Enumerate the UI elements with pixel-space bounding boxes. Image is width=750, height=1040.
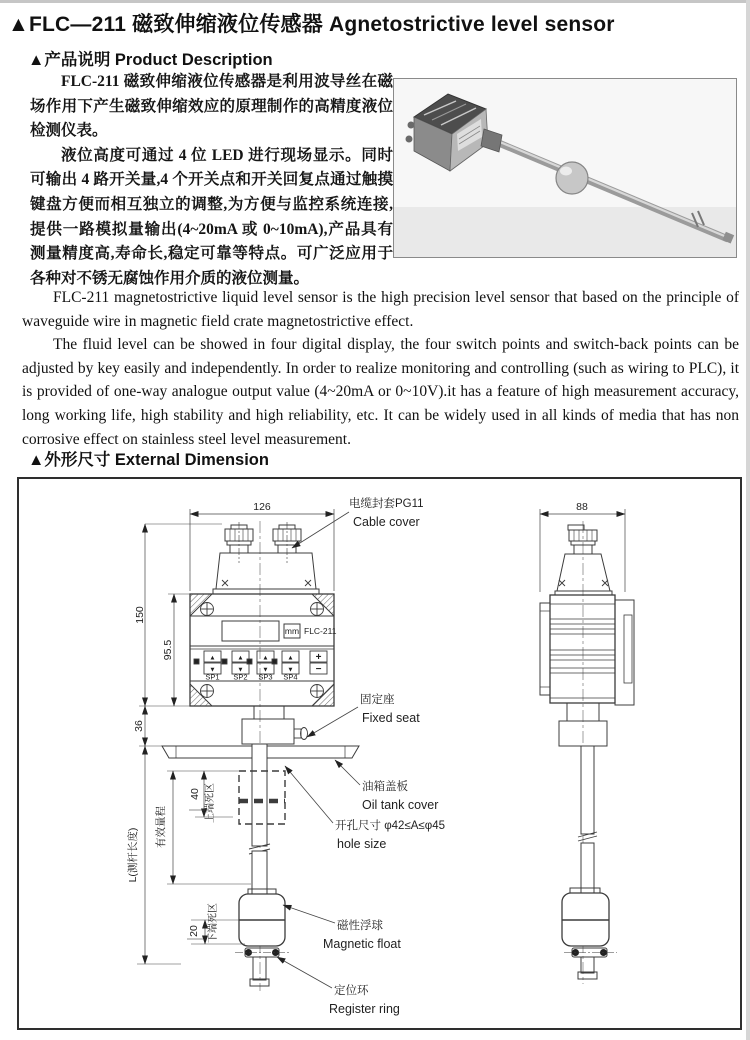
front-top-cover bbox=[216, 553, 316, 589]
plus-icon: + bbox=[315, 652, 322, 663]
corner-screw-icon bbox=[201, 603, 324, 698]
sp3-led-icon bbox=[247, 659, 252, 664]
front-view bbox=[162, 521, 359, 991]
up-arrow-icon: ▲ bbox=[209, 654, 216, 662]
up-arrow-icon: ▲ bbox=[237, 654, 244, 662]
dimension-drawing bbox=[19, 479, 740, 1028]
dim-36: 36 bbox=[133, 720, 145, 732]
label-upper-dead-zone: 上端死区 bbox=[205, 783, 216, 823]
dim-150: 150 bbox=[134, 606, 146, 624]
unit-label: mm bbox=[284, 626, 300, 636]
callout-float-en: Magnetic float bbox=[323, 937, 401, 951]
dim-40: 40 bbox=[189, 788, 201, 800]
sp1-label: SP1 bbox=[205, 672, 220, 682]
callout-cable-cn: 电缆封套PG11 bbox=[349, 498, 424, 510]
up-arrow-icon: ▲ bbox=[287, 654, 294, 662]
en-paragraph-2: The fluid level can be showed in four digital display, the four switch points and switch-back points can be adjusted by key easily and independently. In order to realize monitoring and controlling (such as wiring to PLC), it is provided of one-way analogue output value (4~20mA or 0~10V).it has a feature of high measurement accuracy, long working life, high stability and high reliability, etc. It can be widely used in all kinds of media that has non corrosive effect on stainless steel level measurement. bbox=[22, 336, 739, 448]
callout-seat-cn: 固定座 bbox=[360, 694, 395, 706]
panel-labels bbox=[205, 626, 336, 682]
callout-labels bbox=[323, 496, 445, 1016]
sp1-led-icon bbox=[194, 659, 199, 664]
product-photo-rendering bbox=[394, 79, 736, 257]
up-arrow-icon: ▲ bbox=[262, 654, 269, 662]
sp2-led-icon bbox=[222, 659, 227, 664]
side-view bbox=[540, 521, 634, 984]
side-housing bbox=[550, 595, 615, 703]
dim-20: 20 bbox=[188, 925, 200, 937]
dim-95-5: 95.5 bbox=[162, 639, 174, 661]
product-photo bbox=[393, 78, 737, 258]
front-housing bbox=[190, 594, 334, 706]
en-paragraph-1: FLC-211 magnetostrictive liquid level sensor is the high precision level sensor that based on the principle of waveguide wire in magnetic field crate magnetostrictive effect. bbox=[22, 289, 739, 330]
callout-tank-en: Oil tank cover bbox=[362, 798, 439, 812]
dimension-drawing-frame bbox=[17, 477, 742, 1030]
register-ring-shape bbox=[235, 948, 289, 957]
callout-ring-en: Register ring bbox=[329, 1002, 400, 1016]
front-dimensions bbox=[137, 509, 334, 964]
page-title: ▲FLC—211 磁致伸缩液位传感器 Agnetostrictive level sensor bbox=[8, 13, 615, 36]
section-heading-product-description: ▲产品说明 Product Description bbox=[28, 51, 273, 69]
model-label: FLC-211 bbox=[304, 626, 337, 636]
callout-cable-en: Cable cover bbox=[353, 515, 420, 529]
callout-hole-cn: 开孔尺寸 φ42≤A≤φ45 bbox=[335, 820, 445, 832]
page-top-edge bbox=[0, 0, 750, 3]
cn-paragraph-2: 液位高度可通过 4 位 LED 进行现场显示。同时可输出 4 路开关量,4 个开关点和开关回复点通过触摸键盘方便而相互独立的调整,为方便与监控系统连接,提供一路模拟量输出(4~20mA 或 0~10mA),产品具有测量精度高,寿命长,稳定可靠等特点。可广泛应用于各种对不锈无腐蚀作用介质的液位测量。 bbox=[30, 146, 393, 287]
english-description bbox=[22, 286, 739, 451]
callout-float-cn: 磁性浮球 bbox=[337, 920, 383, 932]
cn-paragraph-1: FLC-211 磁致伸缩液位传感器是利用波导丝在磁场作用下产生磁致伸缩效应的原理制作的高精度液位检测仪表。 bbox=[30, 73, 393, 140]
down-arrow-icon: ▼ bbox=[209, 666, 216, 674]
callout-leaders bbox=[277, 512, 360, 988]
photo-float-ball bbox=[556, 162, 588, 194]
side-dimensions bbox=[540, 509, 625, 592]
sp4-label: SP4 bbox=[283, 672, 298, 682]
chinese-description bbox=[30, 70, 393, 291]
down-arrow-icon: ▼ bbox=[237, 666, 244, 674]
down-arrow-icon: ▼ bbox=[287, 666, 294, 674]
dimension-labels bbox=[126, 501, 588, 943]
fixed-seat-shape bbox=[242, 719, 294, 744]
callout-hole-en: hole size bbox=[337, 837, 387, 851]
sp2-label: SP2 bbox=[233, 672, 248, 682]
dim-rod-length: L(测杆长度) bbox=[127, 827, 139, 883]
callout-ring-cn: 定位环 bbox=[334, 985, 369, 997]
dim-126: 126 bbox=[253, 501, 271, 513]
label-lower-dead-zone: 下端死区 bbox=[208, 903, 219, 943]
photo-sensor-head bbox=[406, 94, 503, 171]
dim-88: 88 bbox=[576, 501, 588, 513]
callout-seat-en: Fixed seat bbox=[362, 711, 420, 725]
sp4-led-icon bbox=[272, 659, 277, 664]
down-arrow-icon: ▼ bbox=[262, 666, 269, 674]
callout-tank-cn: 油箱盖板 bbox=[362, 781, 408, 793]
front-cable-glands bbox=[225, 522, 301, 563]
led-display-window bbox=[222, 621, 279, 641]
minus-icon: − bbox=[315, 664, 322, 675]
section-heading-external-dimension: ▲外形尺寸 External Dimension bbox=[28, 451, 269, 469]
sp3-label: SP3 bbox=[258, 672, 273, 682]
dim-effective-range: 有效量程 bbox=[155, 806, 167, 848]
page-right-edge bbox=[746, 0, 750, 1040]
